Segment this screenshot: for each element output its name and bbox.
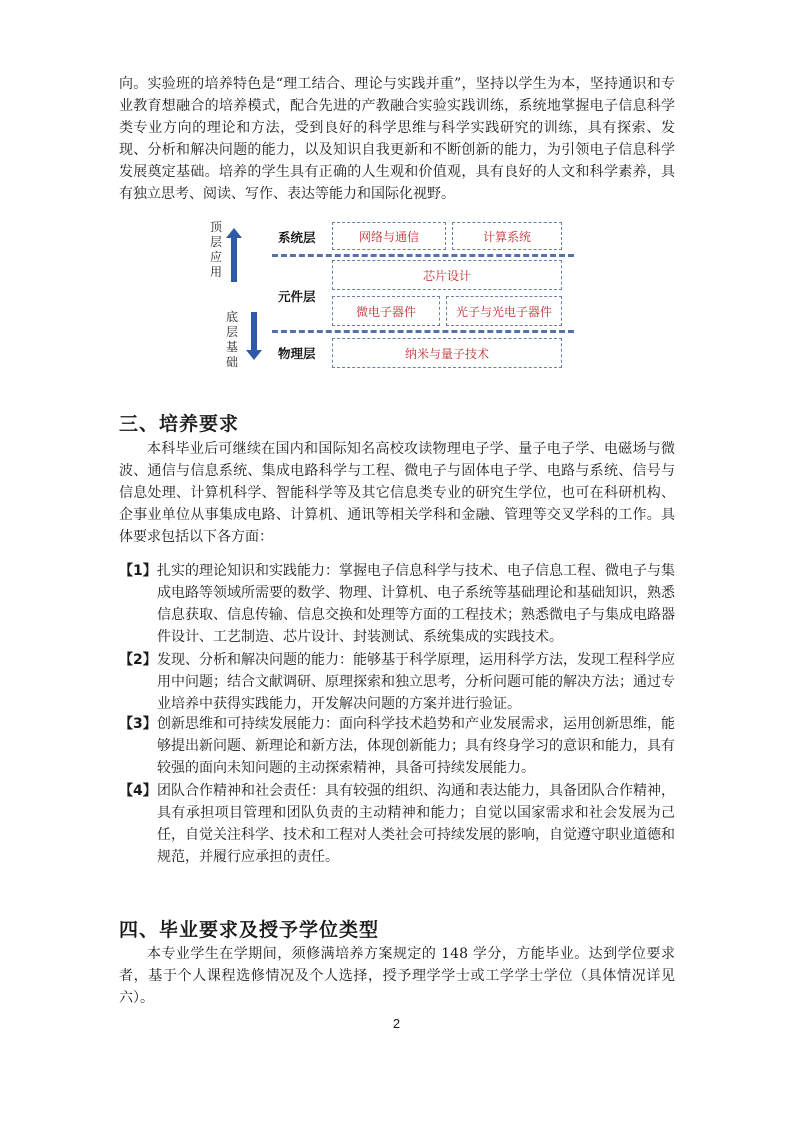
arrow-up-icon xyxy=(226,228,242,282)
nano-quantum-box: 纳米与量子技术 xyxy=(332,338,562,368)
component-divider-line xyxy=(272,330,574,333)
requirement-number: 【3】 xyxy=(119,716,157,732)
requirement-text: 发现、分析和解决问题的能力：能够基于科学原理，运用科学方法，发现工程科学应用中问题；结合文献调研、原理探索和独立思考，分析问题可能的解决方法；通过专业培养中获得实践能力，开发解决问题的方案并进行验证。 xyxy=(157,652,675,712)
physical-layer-label: 物理层 xyxy=(278,346,316,361)
intro-paragraph: 向。实验班的培养特色是“理工结合、理论与实践并重”，坚持以学生为本，坚持通识和专业教育想融合的培养模式，配合先进的产教融合实验实践训练，系统地掌握电子信息科学类专业方向的理论和方法，受到良好的科学思维与科学实践研究的训练，具有探索、发现、分析和解决问题的能力，以及知识自我更新和不断创新的能力，为引领电子信息科学发展奠定基础。培养的学生具有正确的人生观和价值观，具有良好的人文和科学素养，具有独立思考、阅读、写作、表达等能力和国际化视野。 xyxy=(119,76,675,202)
requirement-number: 【4】 xyxy=(119,783,157,799)
top-application-label: 顶层应用 xyxy=(209,220,222,279)
page-number: 2 xyxy=(392,1016,401,1031)
section-3-intro: 本科毕业后可继续在国内和国际知名高校攻读物理电子学、量子电子学、电磁场与微波、通信与信息系统、集成电路科学与工程、微电子与固体电子学、电路与系统、信号与信息处理、计算机科学、智能科学等及其它信息类专业的研究生学位，也可在科研机构、企事业单位从事集成电路、计算机、通讯等相关学科和金融、管理等交叉学科的工作。具体要求包括以下各方面： xyxy=(119,441,675,545)
system-divider-line xyxy=(272,254,574,257)
requirement-item-2 xyxy=(119,649,675,715)
requirement-text: 创新思维和可持续发展能力：面向科学技术趋势和产业发展需求，运用创新思维，能够提出新问题、新理论和新方法，体现创新能力；具有终身学习的意识和能力，具有较强的面向未知问题的主动探索精神，具备可持续发展能力。 xyxy=(157,716,675,776)
discipline-layer-diagram xyxy=(209,216,578,372)
system-layer-label: 系统层 xyxy=(278,230,316,245)
microelectronic-device-box: 微电子器件 xyxy=(332,296,440,326)
requirement-item-1 xyxy=(119,560,675,648)
section-3-heading: 三、培养要求 xyxy=(119,413,240,435)
requirement-number: 【1】 xyxy=(119,563,157,579)
requirement-item-3 xyxy=(119,713,675,779)
arrow-down-icon xyxy=(246,312,262,360)
bottom-foundation-label: 底层基础 xyxy=(225,310,238,369)
requirement-text: 团队合作精神和社会责任：具有较强的组织、沟通和表达能力，具备团队合作精神，具有承担项目管理和团队负责的主动精神和能力；自觉以国家需求和社会发展为己任，自觉关注科学、技术和工程对人类社会可持续发展的影响，自觉遵守职业道德和规范，并履行应承担的责任。 xyxy=(157,783,675,865)
requirement-number: 【2】 xyxy=(119,652,157,668)
component-layer-label: 元件层 xyxy=(278,289,316,304)
network-communication-box: 网络与通信 xyxy=(332,222,446,250)
requirement-text: 扎实的理论知识和实践能力：掌握电子信息科学与技术、电子信息工程、微电子与集成电路等领域所需要的数学、物理、计算机、电子系统等基础理论和基础知识，熟悉信息获取、信息传输、信息交换和处理等方面的工程技术；熟悉微电子与集成电路器件设计、工艺制造、芯片设计、封装测试、系统集成的实践技术。 xyxy=(157,563,675,645)
section-4-paragraph: 本专业学生在学期间，须修满培养方案规定的 148 学分，方能毕业。达到学位要求者，基于个人课程选修情况及个人选择，授予理学学士或工学学士学位（具体情况详见六）。 xyxy=(119,946,675,1006)
section-4-heading: 四、毕业要求及授予学位类型 xyxy=(119,919,380,941)
photonic-device-box: 光子与光电子器件 xyxy=(446,296,562,326)
computing-system-box: 计算系统 xyxy=(452,222,562,250)
chip-design-box: 芯片设计 xyxy=(332,260,562,290)
requirement-item-4 xyxy=(119,780,675,868)
